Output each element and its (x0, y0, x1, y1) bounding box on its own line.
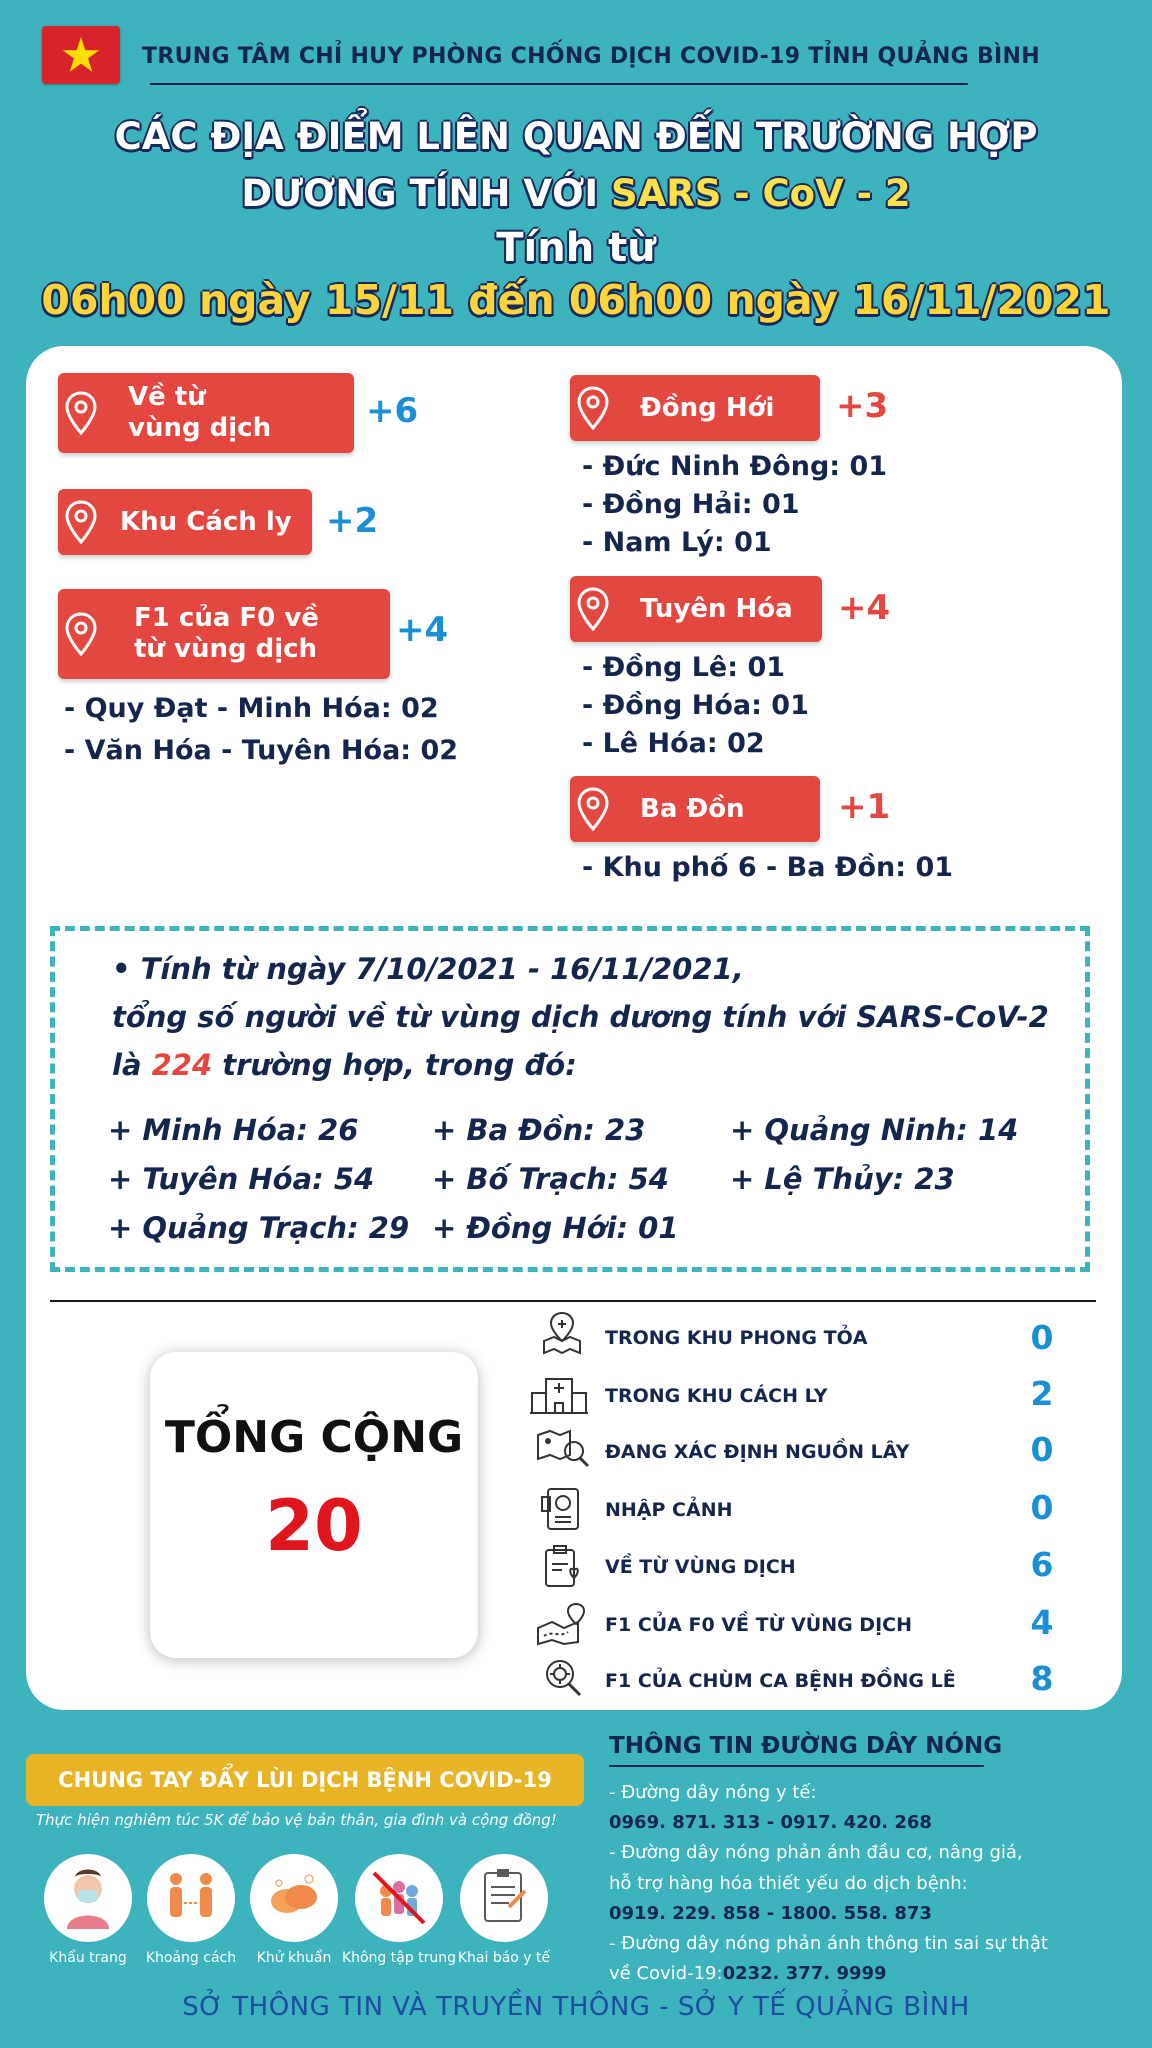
summary-line3-suffix: trường hợp, trong đó: (212, 1048, 577, 1082)
count-tuyen-hoa: +4 (838, 588, 891, 628)
location-pin-icon (58, 612, 104, 656)
hotline-line7 (609, 1963, 887, 1984)
stat-value: 4 (1030, 1603, 1054, 1642)
hotline-title: THÔNG TIN ĐƯỜNG DÂY NÓNG (609, 1733, 1003, 1759)
category-label: Khu Cách ly (120, 506, 292, 537)
stat-label: VỀ TỪ VÙNG DỊCH (605, 1556, 796, 1578)
stat-value: 2 (1030, 1374, 1054, 1413)
section-divider (50, 1300, 1096, 1302)
stat-label: TRONG KHU CÁCH LY (605, 1385, 828, 1407)
district-count: + Bố Trạch: 54 (432, 1162, 669, 1196)
lockdown-map-icon (538, 1311, 586, 1355)
hotline-text: - Đường dây nóng y tế: (609, 1782, 817, 1803)
count-ba-don: +1 (838, 787, 891, 827)
summary-line3 (112, 1048, 577, 1082)
summary-line2: tổng số người về từ vùng dịch dương tính với SARS-CoV-2 (112, 1000, 1049, 1034)
location-pin-icon (570, 587, 616, 631)
list-item: - Đồng Hải: 01 (582, 489, 800, 520)
title-virus-name: SARS - CoV - 2 (610, 172, 911, 215)
total-value: 20 (265, 1485, 363, 1567)
virus-search-icon (538, 1654, 586, 1698)
stat-value: 0 (1030, 1488, 1054, 1527)
stat-value: 6 (1030, 1545, 1054, 1584)
route-map-icon (536, 1602, 592, 1646)
stat-row (536, 1425, 592, 1473)
passport-icon (538, 1487, 586, 1531)
count-dong-hoi: +3 (836, 386, 889, 426)
category-dong-hoi (570, 375, 820, 441)
category-label-line1: F1 của F0 về (134, 603, 319, 633)
list-item: - Đồng Lê: 01 (582, 652, 786, 683)
stat-row (538, 1654, 586, 1702)
category-tuyen-hoa (570, 576, 822, 642)
list-item: - Lê Hóa: 02 (582, 728, 765, 759)
hotline-text: - Đường dây nóng phản ánh đầu cơ, nâng giá, (609, 1842, 1023, 1863)
district-count: + Quảng Trạch: 29 (108, 1211, 410, 1245)
sanitize-hands-icon (250, 1854, 338, 1942)
count-ve-tu-vung-dich: +6 (366, 391, 419, 431)
main-title-line1: CÁC ĐỊA ĐIỂM LIÊN QUAN ĐẾN TRƯỜNG HỢP (114, 115, 1038, 158)
health-declaration-icon (460, 1854, 548, 1942)
category-ba-don (570, 776, 820, 842)
hospital-icon (528, 1371, 590, 1415)
count-f1-cua-f0: +4 (396, 610, 449, 650)
total-label: TỔNG CỘNG (164, 1412, 464, 1463)
list-item: - Nam Lý: 01 (582, 527, 772, 558)
ba-don-list (582, 849, 953, 887)
f1-locations-list (64, 690, 458, 770)
list-item: - Văn Hóa - Tuyên Hóa: 02 (64, 735, 459, 766)
category-label-line2: từ vùng dịch (134, 634, 318, 664)
clipboard-icon (540, 1544, 588, 1588)
footer-organizations: SỞ THÔNG TIN VÀ TRUYỀN THÔNG - SỞ Y TẾ QUẢNG BÌNH (182, 1992, 970, 2022)
campaign-item-label: Khử khuẩn (256, 1950, 332, 1966)
stat-value: 8 (1030, 1659, 1054, 1698)
category-f1-cua-f0 (58, 589, 390, 679)
summary-line3-prefix: là (112, 1048, 152, 1082)
main-title-line2 (0, 172, 1152, 215)
summary-line1: • Tính từ ngày 7/10/2021 - 16/11/2021, (112, 952, 744, 986)
list-item: - Khu phố 6 - Ba Đồn: 01 (582, 852, 954, 883)
campaign-item-label: Không tập trung (341, 1950, 457, 1966)
campaign-item-label: Khoảng cách (145, 1950, 237, 1966)
stat-value: 0 (1030, 1430, 1054, 1469)
list-item: - Đức Ninh Đông: 01 (582, 451, 888, 482)
header-divider (150, 83, 968, 85)
tuyen-hoa-list (582, 649, 809, 763)
district-count: + Quảng Ninh: 14 (730, 1113, 1019, 1147)
hotline-number: 0969. 871. 313 - 0917. 420. 268 (609, 1812, 932, 1833)
hotline-underline (609, 1765, 984, 1767)
district-count: + Đồng Hới: 01 (432, 1211, 679, 1245)
no-gathering-icon (355, 1854, 443, 1942)
hotline-text: hỗ trợ hàng hóa thiết yếu do dịch bệnh: (609, 1873, 968, 1894)
campaign-banner: CHUNG TAY ĐẨY LÙI DỊCH BỆNH COVID-19 (26, 1754, 584, 1806)
summary-total-returnees: 224 (151, 1048, 213, 1082)
distance-icon (147, 1854, 235, 1942)
stat-row (540, 1544, 588, 1592)
hotline-text: - Đường dây nóng phản ánh thông tin sai sự thật (609, 1933, 1048, 1954)
category-label-line2: vùng dịch (128, 413, 272, 443)
location-pin-icon (58, 500, 104, 544)
stat-value: 0 (1030, 1318, 1054, 1357)
dong-hoi-list (582, 448, 887, 562)
stat-label: NHẬP CẢNH (605, 1499, 733, 1521)
stat-label: F1 CỦA CHÙM CA BỆNH ĐỒNG LÊ (605, 1670, 956, 1692)
category-ve-tu-vung-dich (58, 373, 354, 453)
main-title-line3: Tính từ (496, 225, 656, 271)
category-label-line1: Về từ (128, 382, 206, 412)
organization-title: TRUNG TÂM CHỈ HUY PHÒNG CHỐNG DỊCH COVID-19 TỈNH QUẢNG BÌNH (142, 44, 1040, 69)
category-label: Đồng Hới (640, 392, 775, 423)
category-khu-cach-ly (58, 489, 312, 555)
category-label: Ba Đồn (640, 793, 745, 824)
stat-label: ĐANG XÁC ĐỊNH NGUỒN LÂY (605, 1441, 910, 1463)
district-count: + Ba Đồn: 23 (432, 1113, 646, 1147)
category-label: Tuyên Hóa (640, 593, 793, 624)
stat-label: F1 CỦA F0 VỀ TỪ VÙNG DỊCH (605, 1614, 912, 1636)
stat-row (538, 1487, 586, 1535)
title-line2-prefix: DƯƠNG TÍNH VỚI (241, 172, 611, 215)
stat-row (528, 1371, 590, 1419)
location-pin-icon (570, 787, 616, 831)
hotline-text: về Covid-19: (609, 1963, 723, 1984)
stat-label: TRONG KHU PHONG TỎA (605, 1327, 868, 1349)
district-count: + Lệ Thủy: 23 (730, 1162, 955, 1196)
district-count: + Tuyên Hóa: 54 (108, 1162, 375, 1196)
count-khu-cach-ly: +2 (326, 501, 379, 541)
district-count: + Minh Hóa: 26 (108, 1113, 359, 1147)
stat-row (536, 1602, 592, 1650)
list-item: - Đồng Hóa: 01 (582, 690, 809, 721)
mask-icon (44, 1854, 132, 1942)
hotline-number: 0232. 377. 9999 (722, 1963, 887, 1984)
list-item: - Quy Đạt - Minh Hóa: 02 (64, 693, 439, 724)
location-pin-icon (58, 391, 104, 435)
total-box (150, 1352, 478, 1658)
period-label: 06h00 ngày 15/11 đến 06h00 ngày 16/11/2021 (41, 276, 1111, 324)
campaign-slogan: Thực hiện nghiêm túc 5K để bảo vệ bản thân, gia đình và cộng đồng! (36, 1811, 557, 1829)
hotline-number: 0919. 229. 858 - 1800. 558. 873 (609, 1903, 932, 1924)
location-pin-icon (570, 386, 616, 430)
map-search-icon (536, 1425, 592, 1469)
campaign-item-label: Khai báo y tế (457, 1950, 551, 1966)
campaign-item-label: Khẩu trang (49, 1950, 127, 1966)
stat-row (538, 1311, 586, 1359)
